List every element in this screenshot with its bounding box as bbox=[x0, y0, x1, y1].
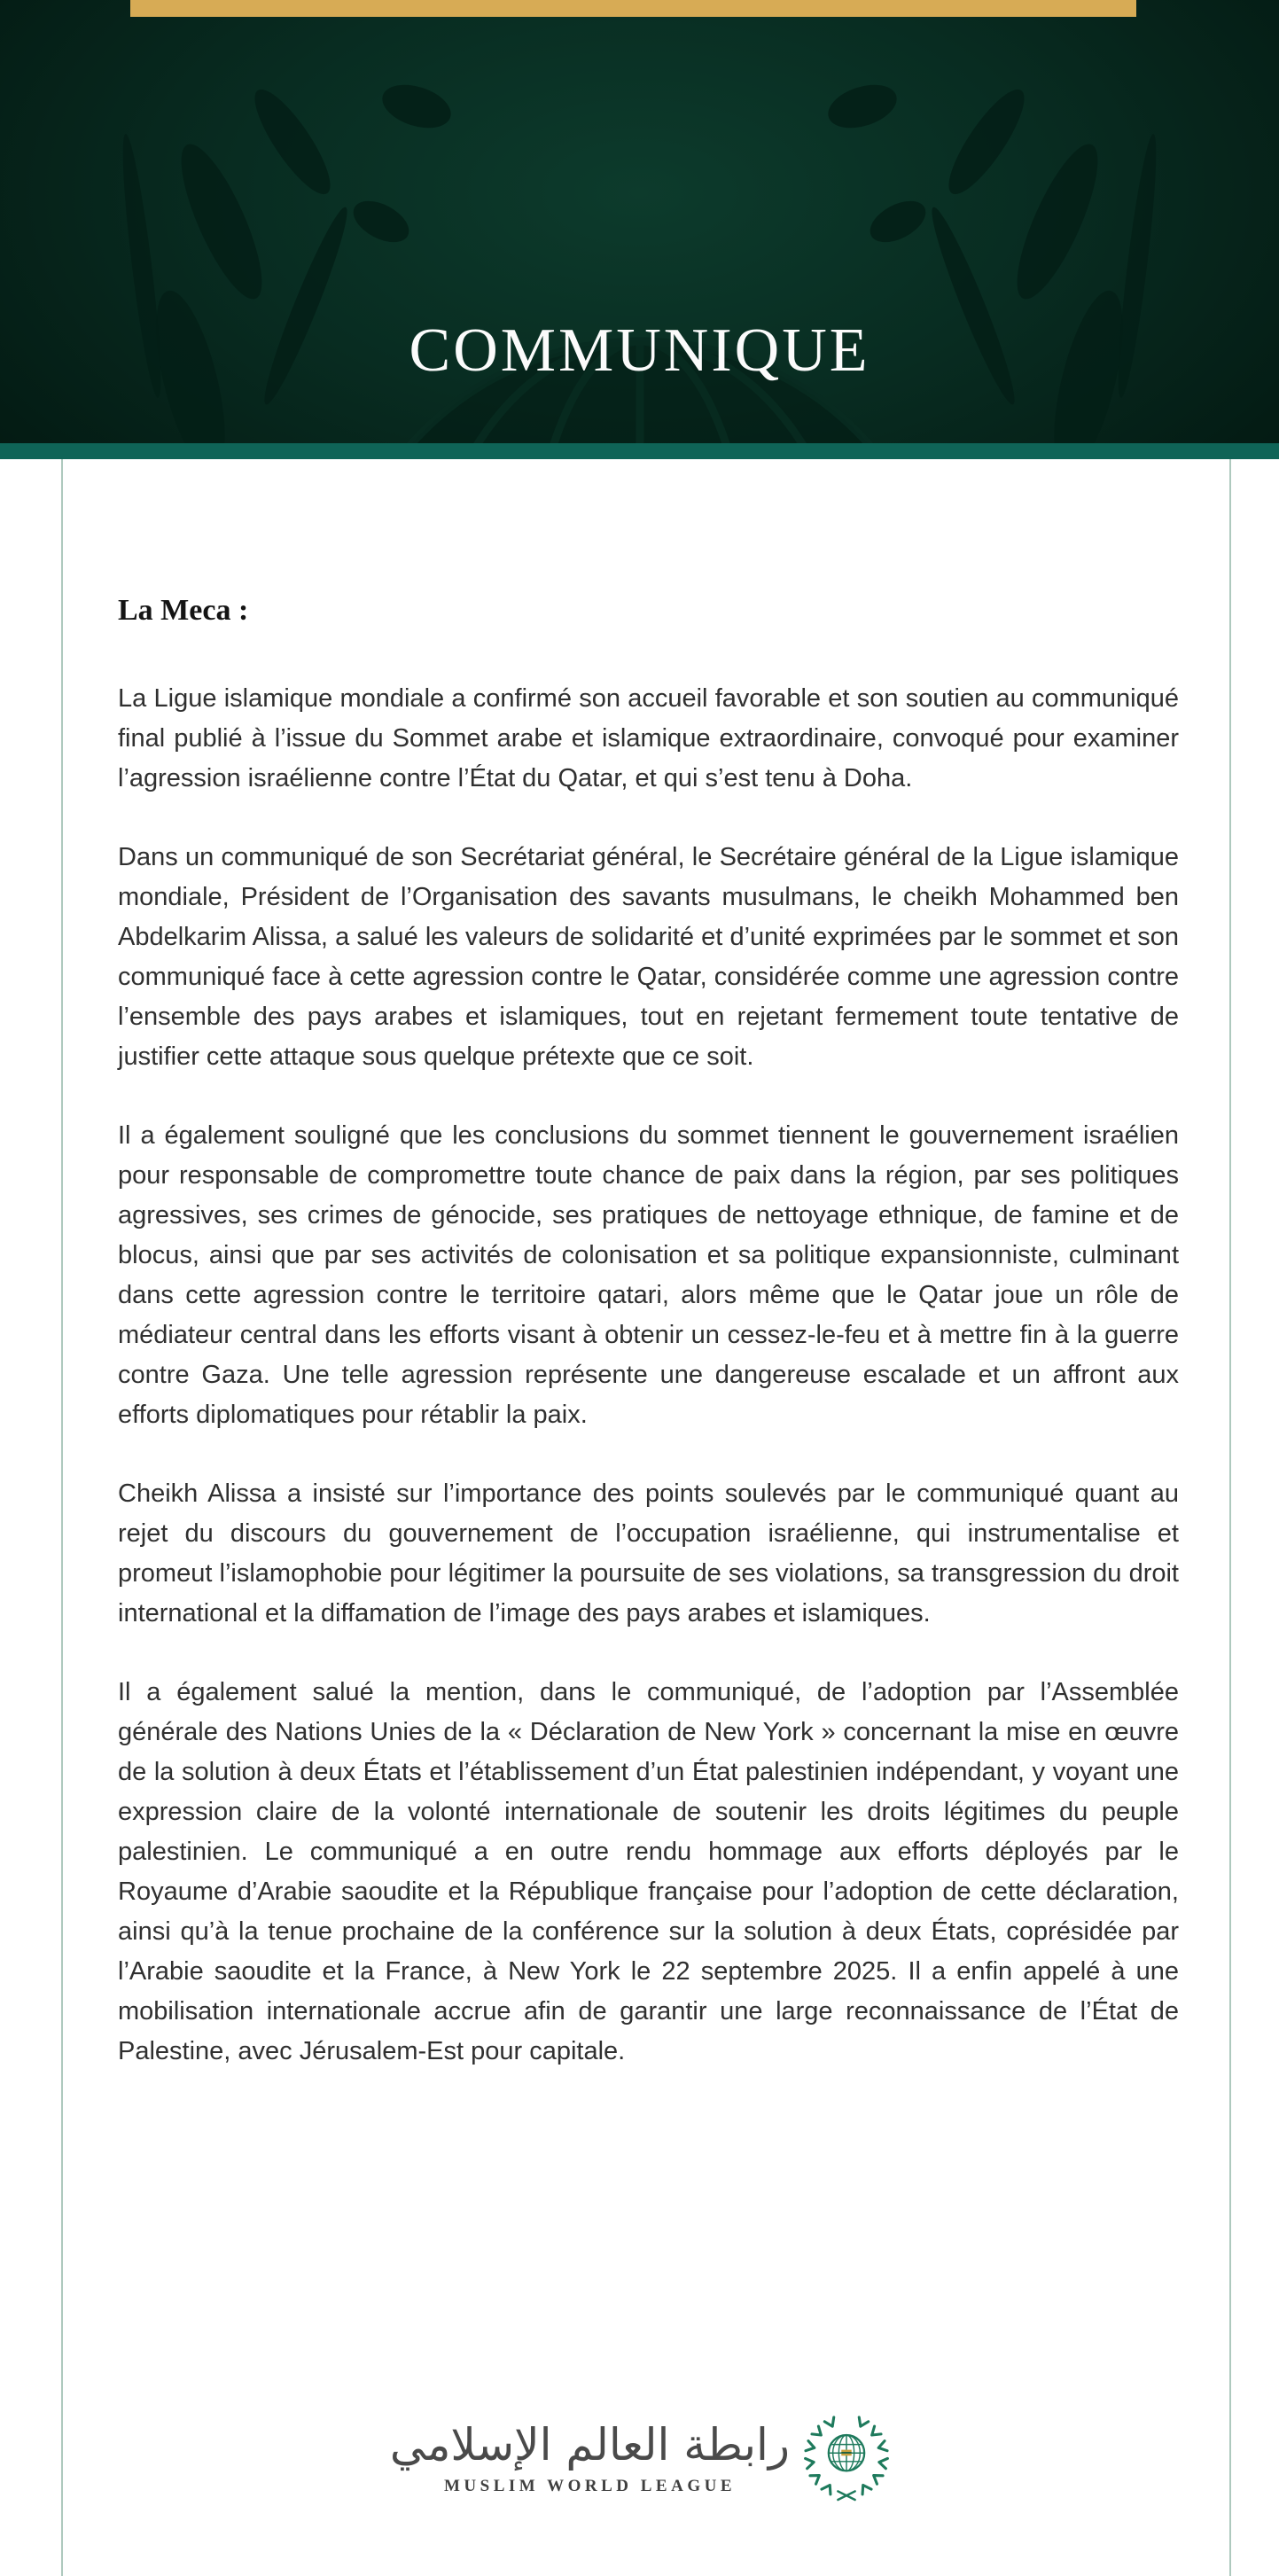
paragraph: La Ligue islamique mondiale a confirmé son accueil favorable et son soutien au communiqué final publié à l’issue du Sommet arabe et islamique extraordinaire, convoqué pour examiner l’agression israélienne contre l’État du Qatar, et qui s’est tenu à Doha. bbox=[118, 684, 1179, 792]
globe-laurel-emblem-icon bbox=[804, 2413, 889, 2503]
olive-branch-globe-decoration bbox=[0, 0, 1279, 459]
logo-english-name: MUSLIM WORLD LEAGUE bbox=[443, 2476, 736, 2495]
paragraph: Il a également salué la mention, dans le communiqué, de l’adoption par l’Assemblée générale des Nations Unies de la « Déclaration de New York » concernant la mise en œuvre de la solution à deux États et l’établissement d’un État palestinien indépendant, y voyant une expression claire de la volonté internationale de soutenir les droits légitimes du peuple palestinien. Le communiqué a en outre rendu hommage aux efforts déployés par le Royaume d’Arabie saoudite et la République française pour l’adoption de cette déclaration, ainsi qu’à la tenue prochaine de la conférence sur la solution à deux États, coprésidée par l’Arabie saoudite et la France, à New York le 22 septembre 2025. Il a enfin appelé à une mobilisation internationale accrue afin de garantir une large reconnaissance de l’État de Palestine, avec Jérusalem-Est pour capitale. bbox=[118, 1678, 1179, 2065]
document-body bbox=[118, 594, 1179, 2111]
header-banner bbox=[0, 0, 1279, 459]
page-border-right bbox=[1229, 459, 1231, 2576]
olive-branch-left bbox=[116, 77, 456, 459]
page-border-left bbox=[61, 459, 63, 2576]
paragraph: Cheikh Alissa a insisté sur l’importance des points soulevés par le communiqué quant au rejet du discours du gouvernement de l’occupation israélienne, qui instrumentalise et promeut l’islamophobie pour légitimer la poursuite de ses violations, sa transgression du droit international et la diffamation de l’image des pays arabes et islamiques. bbox=[118, 1479, 1179, 1628]
logo-wordmark bbox=[389, 2418, 791, 2496]
muslim-world-league-logo bbox=[0, 2413, 1279, 2503]
olive-branch-right bbox=[823, 77, 1163, 459]
location-heading: La Meca : bbox=[118, 594, 249, 627]
paragraph: Il a également souligné que les conclusions du sommet tiennent le gouvernement israélien pour responsable de compromettre toute chance de paix dans la région, par ses politiques agressives, ses crimes de génocide, ses pratiques de nettoyage ethnique, de famine et de blocus, ainsi que par ses activités de colonisation et sa politique expansionniste, culminant dans cette agression contre le territoire qatari, alors même que le Qatar joue un rôle de médiateur central dans les efforts visant à obtenir un cessez-le-feu et à mettre fin à la guerre contre Gaza. Une telle agression représente une dangereuse escalade et un affront aux efforts diplomatiques pour rétablir la paix. bbox=[118, 1121, 1179, 1429]
teal-divider-band bbox=[0, 443, 1279, 459]
gold-top-bar bbox=[130, 0, 1136, 17]
page-title: COMMUNIQUE bbox=[409, 316, 870, 385]
paragraph: Dans un communiqué de son Secrétariat général, le Secrétaire général de la Ligue islamique mondiale, Président de l’Organisation des savants musulmans, le cheikh Mohammed ben Abdelkarim Alissa, a salué les valeurs de solidarité et d’unité exprimées par le sommet et son communiqué face à cette agression contre le Qatar, considérée comme une agression contre l’ensemble des pays arabes et islamiques, tout en rejetant fermement toute tentative de justifier cette attaque sous quelque prétexte que ce soit. bbox=[118, 843, 1179, 1071]
logo-arabic-name: رابطة العالم الإسلامي bbox=[389, 2418, 791, 2471]
